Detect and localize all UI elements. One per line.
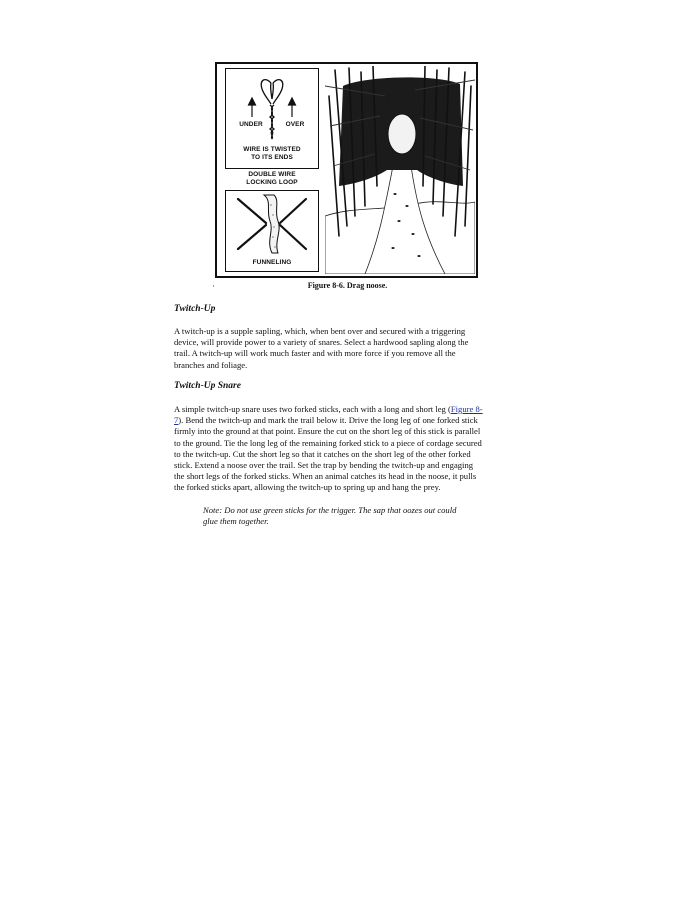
text-line: to the twitch-up. Cut the short leg so that it catches on the short leg of the other forked — [174, 448, 471, 459]
text-line: trail. A twitch-up will work much faster and with more force if you remove all the — [174, 348, 456, 359]
wire-twisted-label: WIRE IS TWISTED — [243, 146, 301, 153]
text-line: to the ground. Tie the long leg of the remaining forked stick to a piece of cordage secured — [174, 437, 482, 448]
to-its-ends-label: TO ITS ENDS — [251, 154, 293, 161]
text-line: the short legs of the forked sticks. When an animal catches its head in the noose, it pulls — [174, 471, 477, 482]
note-block — [203, 505, 456, 527]
funneling-panel — [225, 190, 319, 272]
figure-drag-noose — [215, 62, 478, 278]
text-line: firmly into the ground at that point. Ensure the cut on the short leg of this stick is parallel — [174, 426, 481, 437]
text-segment: A simple twitch-up snare uses two forked sticks, each with a long and short leg ( — [174, 404, 451, 414]
locking-loop-label: LOCKING LOOP — [246, 179, 298, 186]
note-line: Note: Do not use green sticks for the trigger. The sap that oozes out could — [203, 505, 457, 515]
paragraph-twitch-up — [174, 326, 522, 371]
funneling-label: FUNNELING — [252, 259, 292, 266]
paragraph-twitch-up-snare — [174, 404, 522, 494]
under-label: UNDER — [239, 121, 263, 128]
figure-8-7-link-cont[interactable]: 7 — [174, 415, 179, 426]
text-line — [174, 415, 522, 426]
trail-brush-illustration — [325, 66, 475, 274]
double-wire-label: DOUBLE WIRE — [248, 171, 296, 178]
text-line: A twitch-up is a supple sapling, which, when bent over and secured with a triggering — [174, 326, 466, 336]
over-label: OVER — [285, 121, 305, 128]
figure-caption: Figure 8-6. Drag noose. — [307, 281, 388, 290]
text-line — [174, 404, 522, 415]
text-line: stick. Extend a noose over the trail. Set the trap by bending the twitch-up and engaging — [174, 460, 474, 471]
text-line: the forked sticks apart, allowing the twitch-up to spring up and hang the prey. — [174, 482, 441, 493]
note-line: glue them together. — [203, 516, 269, 527]
heading-twitch-up-snare: Twitch-Up Snare — [174, 381, 241, 391]
text-line: branches and foliage. — [174, 359, 248, 370]
text-line: device, will provide power to a variety of snares. Select a hardwood sapling along the — [174, 337, 469, 348]
heading-twitch-up: Twitch-Up — [174, 304, 216, 314]
text-segment: ). Bend the twitch-up and mark the trail below it. Drive the long leg of one forked stick — [178, 415, 478, 426]
figure-8-7-link[interactable]: Figure 8- — [450, 404, 483, 414]
locking-loop-panel — [225, 68, 319, 169]
